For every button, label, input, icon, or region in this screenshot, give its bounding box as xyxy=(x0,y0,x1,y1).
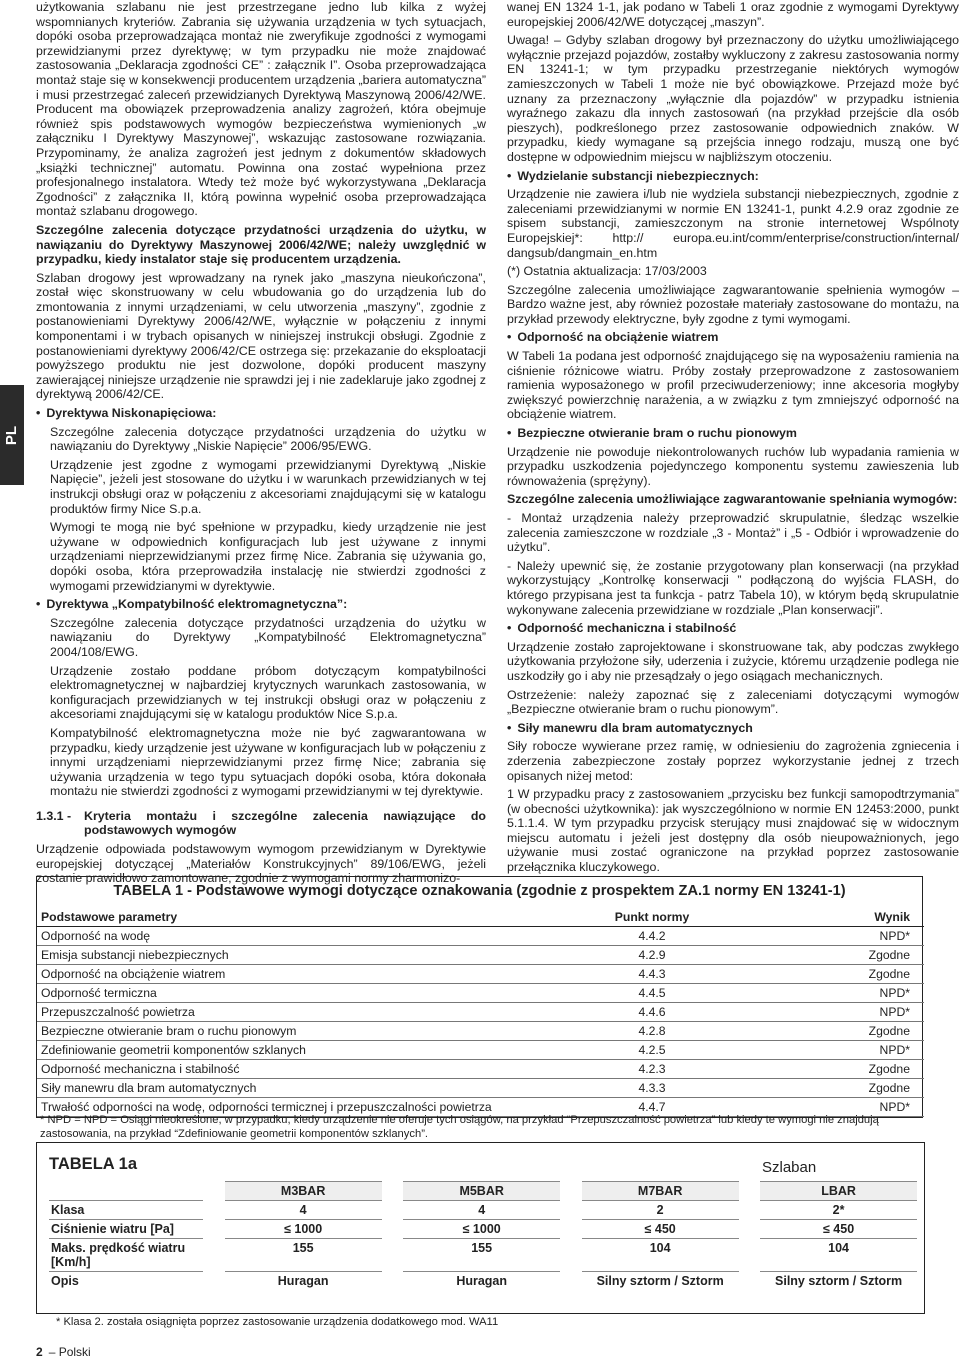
point-cell: 4.4.3 xyxy=(568,965,736,984)
point-cell: 4.2.8 xyxy=(568,1022,736,1041)
result-cell: NPD* xyxy=(736,984,924,1003)
param-cell: Trwałość odporności na wodę, odporności termicznej i przepuszczalności powietrza xyxy=(37,1098,568,1117)
paragraph: (*) Ostatnia aktualizacja: 17/03/2003 xyxy=(507,264,707,279)
table-row xyxy=(37,965,924,984)
table-1-title: TABELA 1 - Podstawowe wymogi dotyczące oznakowania (zgodnie z prospektem ZA.1 normy EN 13241-1) xyxy=(113,883,846,899)
value-cell: 4 xyxy=(403,1201,560,1220)
value-cell: 2* xyxy=(760,1201,917,1220)
point-cell: 4.2.3 xyxy=(568,1060,736,1079)
param-cell: Odporność termiczna xyxy=(37,984,568,1003)
value-cell: Huragan xyxy=(403,1272,560,1291)
param-cell: Przepuszczalność powietrza xyxy=(37,1003,568,1022)
param-cell: Odporność mechaniczna i stabilność xyxy=(37,1060,568,1079)
paragraph: Urządzenie nie zawiera i/lub nie wydziela substancji niebezpiecznych, zgodnie z zaleceniami przewidzianymi w normie EN 13241-1, punkt 4.2.9 oraz zgodnie ze spisem substancji, zamieszczonym na stronie internetowej Wspólnoty Europejskiej*: http:// europa.eu.int/comm/enterprise/construction/internal/ dangsub/dangmain_en.htm xyxy=(507,187,959,260)
result-cell: Zgodne xyxy=(736,1022,924,1041)
indented-paragraph: Wymogi te mogą nie być spełnione w przypadku, kiedy urządzenie nie jest używane w odpowiednich konfiguracjach lub jest używane z innymi urządzeniami nieprzewidzianymi przez firmę Nice. Zabrania się używania go, dopóki osoba, która przeprowadziła instalację nie stwierdzi zgodności z wymogami przewidzianymi w dyrektywie. xyxy=(50,520,486,593)
paragraph: Urządzenie zostało zaprojektowane i skonstruowane tak, aby podczas zwykłego użytkowania przyłożone siły, uderzenia i zużycie, któremu urządzenie podlega nie uszkodziły go i aby nie przesądzały o jego osiągach mechanicznych. xyxy=(507,639,959,683)
table-row xyxy=(37,1022,924,1041)
section-heading xyxy=(36,809,486,838)
paragraph: 1 W przypadku pracy z zastosowaniem „przycisku bez funkcji samopodtrzymania” (w obecności użytkownika): jak wyszczególniono w normie EN 12453:2000, punkt 5.1.1.4. W tym przypadku przycisk sterujący musi znajdować się w widocznym miejscu automatu i jeżeli jest dostępny dla osób nieupoważnionych, jego używanie musi zostać ograniczone na przykład poprzez zastosowanie przełącznika kluczykowego. xyxy=(507,787,959,875)
param-cell: Zdefiniowanie geometrii komponentów szklanych xyxy=(37,1041,568,1060)
value-cell: ≤ 450 xyxy=(582,1220,739,1239)
result-cell: Zgodne xyxy=(736,946,924,965)
page-footer xyxy=(36,1345,91,1359)
param-cell: Siły manewru dla bram automatycznych xyxy=(37,1079,568,1098)
paragraph: Urządzenie nie powoduje niekontrolowanych ruchów lub wypadania ramienia w przypadku uszkodzenia pojedynczego komponentu systemu zawieszenia lub równoważenia (sprężyny). xyxy=(507,444,959,488)
paragraph: wanej EN 1324 1-1, jak podano w Tabeli 1 oraz zgodnie z wymogami Dyrektywy europejskiej 2006/42/WE dotyczącej „maszyn”. xyxy=(507,0,959,29)
table-1-header-result: Wynik xyxy=(736,908,924,927)
section-number: 1.3.1 - xyxy=(36,808,72,823)
table-row xyxy=(49,1201,917,1220)
right-text-column xyxy=(507,0,959,879)
value-cell: ≤ 1000 xyxy=(403,1220,560,1239)
table-row xyxy=(37,1060,924,1079)
language-tab xyxy=(0,385,24,485)
indented-paragraph: Kompatybilność elektromagnetyczna może nie być zagwarantowana w przypadku, kiedy urządzenie jest używane w konfiguracjach lub w połączeniu z innymi urządzeniami nieprzewidzianymi przez firmę Nice; zabrania się używania urządzenia w tego typu sytuacjach dopóki osoba, która dokonała montażu nie stwierdzi zgodności z wymogami przewidzianymi w tej dyrektywie. xyxy=(50,725,486,799)
bullet-heading: • Wydzielanie substancji niebezpiecznych: xyxy=(507,169,959,184)
value-cell: Huragan xyxy=(225,1272,382,1291)
param-cell: Odporność na obciążenie wiatrem xyxy=(37,965,568,984)
result-cell: Zgodne xyxy=(736,965,924,984)
value-cell: ≤ 450 xyxy=(760,1220,917,1239)
table-1-footnote: * NPD = NPD = Osiągi nieokreślone, w przypadku, kiedy urządzenie nie oferuje tych osiągów, na przykład “Przepuszczalność powietrza” lub kiedy te wymogi nie znajdują zastosowania, na przykład “Zdefiniowanie geometrii komponentów szklanych”. xyxy=(40,1114,879,1140)
table-1a-group-header: Szlaban xyxy=(762,1159,817,1176)
row-label: Ciśnienie wiatru [Pa] xyxy=(49,1220,203,1239)
table-1a-grid xyxy=(49,1181,917,1290)
table-1-grid xyxy=(37,908,924,1117)
table-1-header-param: Podstawowe parametry xyxy=(37,908,568,927)
bold-paragraph: Szczególne zalecenia umożliwiające zagwarantowanie spełniania wymogów: xyxy=(507,492,958,507)
value-cell: 155 xyxy=(225,1239,382,1272)
table-1a-corner xyxy=(49,1182,203,1201)
paragraph: W Tabeli 1a podana jest odporność znajdującego się na wyposażeniu ramienia na ciśnienie różnicowe wiatru. Próby zostały przeprowadzone z zastosowaniem ramienia wyposażonego w profil przeciwuderzeniowy; inne akcesoria mogłyby zwiększyć powierzchnię narażenia, a w związku z tym zmniejszyć odporność na obciążenie wiatrem. xyxy=(507,349,959,422)
table-1a-title: TABELA 1a xyxy=(49,1155,138,1173)
value-cell: 104 xyxy=(760,1239,917,1272)
bullet-heading: • Odporność na obciążenie wiatrem xyxy=(507,330,959,345)
indented-paragraph: Szczególne zalecenia dotyczące przydatności urządzenia do użytku w nawiązaniu do Dyrektywy „Kompatybilność Elektromagnetyczna” 2004/108/EWG. xyxy=(50,615,486,659)
table-row xyxy=(49,1239,917,1272)
table-1a-model: M3BAR xyxy=(225,1182,382,1201)
point-cell: 4.4.2 xyxy=(568,927,736,946)
result-cell: NPD* xyxy=(736,1098,924,1117)
table-1-header-point: Punkt normy xyxy=(568,908,736,927)
paragraph: Szczególne zalecenia umożliwiające zagwarantowanie spełnienia wymogów – Bardzo ważne jest, aby również pozostałe materiały zastosowane do montażu, na przykład przewody elektryczne, były zgodne z tymi wymogami. xyxy=(507,282,959,326)
result-cell: NPD* xyxy=(736,1003,924,1022)
value-cell: 2 xyxy=(582,1201,739,1220)
result-cell: Zgodne xyxy=(736,1060,924,1079)
table-row xyxy=(37,927,924,946)
table-row xyxy=(37,1041,924,1060)
bullet-heading: • Bezpieczne otwieranie bram o ruchu pionowym xyxy=(507,426,959,441)
paragraph: Siły robocze wywierane przez ramię, w odniesieniu do zagrożenia zgniecenia i zderzenia zabezpieczone zostały poprzez wykorzystanie jednej z trzech opisanych niżej metod: xyxy=(507,739,959,783)
table-row xyxy=(37,1079,924,1098)
table-row xyxy=(49,1272,917,1291)
table-row xyxy=(37,1003,924,1022)
point-cell: 4.4.6 xyxy=(568,1003,736,1022)
paragraph: Uwaga! – Gdyby szlaban drogowy był przeznaczony do użytku umożliwiającego wyłącznie przejazd pojazdów, zostałby wykluczony z zakresu zastosowania normy EN 13241-1; w tym przypadku przestrzeganie niektórych wymogów zamieszczonych w Tabeli 1 może nie być obowiązkowe. Przejazd może być uznany za przeznaczony „wyłącznie dla pojazdów” w przypadku istnienia wyraźnego zakazu dla innych zastosowań (na przykład przejście dla osób pieszych), podkreślonego przez zastosowanie odpowiednich znaków. W przypadku, kiedy wymagane są przejścia innego rodzaju, muszą one być dostępne w odpowiednim miejscu w najbliższym otoczeniu. xyxy=(507,33,959,164)
page-number: 2 xyxy=(36,1345,43,1359)
left-text-column xyxy=(36,0,486,890)
paragraph: - Montaż urządzenia należy przeprowadzić skrupulatnie, śledząc wszelkie zalecenia zamieszczone w rozdziale „3 - Montaż” i „5 - Odbiór i wprowadzenie do użytku”. xyxy=(507,511,959,555)
bullet-heading: • Dyrektywa Niskonapięciowa: xyxy=(36,406,486,421)
value-cell: 4 xyxy=(225,1201,382,1220)
language-tab-label: PL xyxy=(3,425,21,445)
point-cell: 4.3.3 xyxy=(568,1079,736,1098)
table-1a-model-row xyxy=(49,1182,917,1201)
value-cell: Silny sztorm / Sztorm xyxy=(582,1272,739,1291)
section-title: Kryteria montażu i szczególne zalecenia nawiązujące do podstawowych wymogów xyxy=(84,808,486,838)
bullet-heading: • Odporność mechaniczna i stabilność xyxy=(507,621,959,636)
point-cell: 4.2.9 xyxy=(568,946,736,965)
table-1-frame xyxy=(36,876,923,1118)
table-row xyxy=(37,984,924,1003)
paragraph: użytkowania szlabanu nie jest przestrzegane jedno lub kilka z wyżej wspomnianych kryteriów. Zabrania się używania urządzenia w tych sytuacjach, dopóki osoba przeprowadzająca montaż nie zweryfikuje zgodności z wymogami przewidzianymi przez dyrektywę; w tym przypadku nie może znajdować zastosowania „Deklaracja zgodności CE” : załącznik I”. Osoba przeprowadzająca montaż staje się w konsekwencji producentem urządzenia „bariera automatyczna” i musi przestrzegać zaleceń przewidzianych Dyrektywą Maszynową 2006/42/WE. Producent ma obowiązek przeprowadzenia analizy zagrożeń, która obejmuje również spis podstawowych wymogów bezpieczeństwa wymienionych „w załączniku I Dyrektywy Maszynowej”, wskazując zastosowane rozwiązania. Przypominamy, że analiza zagrożeń jest jednym z dokumentów składowych „książki technicznej” automatu. Powinna ona zostać wypełniona przez profesjonalnego instalatora. Wtedy też może być wykorzystywana „Deklaracja Zgodności” z załącznika II, którą powinna wypełnić osoba przeprowadzająca montaż szlabanu drogowego. xyxy=(36,0,486,219)
table-row xyxy=(37,946,924,965)
result-cell: Zgodne xyxy=(736,1079,924,1098)
param-cell: Odporność na wodę xyxy=(37,927,568,946)
table-1a-model: M5BAR xyxy=(403,1182,560,1201)
table-1a-model: M7BAR xyxy=(582,1182,739,1201)
paragraph: Szlaban drogowy jest wprowadzany na rynek jako „maszyna nieukończona”, został więc skonstruowany w celu wbudowania go do urządzenia lub do zmontowania z innymi urządzeniami, w celu utworzenia „maszyny”, zgodnie z postanowieniami Dyrektywy 2006/42/WE, wyłącznie w połączeniu z innymi komponentami i w trybach opisanych w niniejszej instrukcji obsługi. Zgodnie z postanowieniami dyrektywy 2006/42/CE ostrzega się: przekazanie do eksploatacji powyższego produktu nie jest dozwolone, dopóki producent maszyny zawierającej niniejsze urządzenie nie sprawdzi jej i nie zadeklaruje jako zgodnej z dyrektywą 2006/42/CE. xyxy=(36,270,486,402)
indented-paragraph: Urządzenie zostało poddane próbom dotyczącym kompatybilności elektromagnetycznej w najbardziej krytycznych warunkach zastosowania, w konfiguracjach przewidzianych w tej instrukcji obsługi oraz w połączeniu z akcesoriami znajdującymi się w katalogu produktów Nice S.p.a. xyxy=(50,663,486,722)
table-1-header-row xyxy=(37,908,924,927)
point-cell: 4.2.5 xyxy=(568,1041,736,1060)
value-cell: ≤ 1000 xyxy=(225,1220,382,1239)
point-cell: 4.4.7 xyxy=(568,1098,736,1117)
table-1a-footnote: * Klasa 2. została osiągnięta poprzez zastosowanie urządzenia dodatkowego mod. WA11 xyxy=(56,1316,499,1328)
value-cell: Silny sztorm / Sztorm xyxy=(760,1272,917,1291)
paragraph: Ostrzeżenie: należy zapoznać się z zaleceniami dotyczącymi wymogów „Bezpieczne otwieranie bram o ruchu pionowym”. xyxy=(507,687,959,717)
result-cell: NPD* xyxy=(736,927,924,946)
paragraph: - Należy upewnić się, że zostanie przygotowany plan konserwacji (na przykład wykorzystujący „Kontrolkę konserwacji ” podłączoną do wyjścia FLASH, do którego przypisana jest ta funkcja - patrz Tabela 10), w którym będą skrupulatnie wykonywane zalecenia przewidziane w rozdziale „Plan konserwacji”. xyxy=(507,558,959,617)
bullet-heading: • Siły manewru dla bram automatycznych xyxy=(507,721,959,736)
footer-language: – Polski xyxy=(48,1345,91,1359)
table-1a-model: LBAR xyxy=(760,1182,917,1201)
point-cell: 4.4.5 xyxy=(568,984,736,1003)
row-label: Opis xyxy=(49,1272,203,1291)
value-cell: 155 xyxy=(403,1239,560,1272)
value-cell: 104 xyxy=(582,1239,739,1272)
paragraph: Urządzenie odpowiada podstawowym wymogom przewidzianym w Dyrektywie europejskiej dotyczącej „Materiałów Konstrukcyjnych” 89/106/EWG, jeżeli zostanie prawidłowo zamontowane, zgodnie z wymogami normy zharmonizo- xyxy=(36,842,486,886)
param-cell: Bezpieczne otwieranie bram o ruchu pionowym xyxy=(37,1022,568,1041)
row-label: Klasa xyxy=(49,1201,203,1220)
bold-paragraph: Szczególne zalecenia dotyczące przydatności urządzenia do użytku, w nawiązaniu do Dyrektywy Maszynowej 2006/42/WE; należy uwzględnić w przypadku, kiedy instalator staje się producentem urządzenia. xyxy=(36,222,486,267)
row-label: Maks. prędkość wiatru [Km/h] xyxy=(49,1239,203,1272)
table-row xyxy=(49,1220,917,1239)
param-cell: Emisja substancji niebezpiecznych xyxy=(37,946,568,965)
indented-paragraph: Szczególne zalecenia dotyczące przydatności urządzenia do użytku w nawiązaniu do Dyrektywy „Niskie Napięcie” 2006/95/EWG. xyxy=(50,424,486,454)
result-cell: NPD* xyxy=(736,1041,924,1060)
bullet-heading: • Dyrektywa „Kompatybilność elektromagnetyczna”: xyxy=(36,597,486,612)
indented-paragraph: Urządzenie jest zgodne z wymogami przewidzianymi Dyrektywą „Niskie Napięcie”, jeżeli jest stosowane do użytku i w warunkach przewidzianych w tej instrukcji obsługi oraz w połączeniu z akcesoriami znajdującymi się w katalogu produktów firmy Nice S.p.a. xyxy=(50,457,486,516)
table-1a xyxy=(36,1142,925,1314)
